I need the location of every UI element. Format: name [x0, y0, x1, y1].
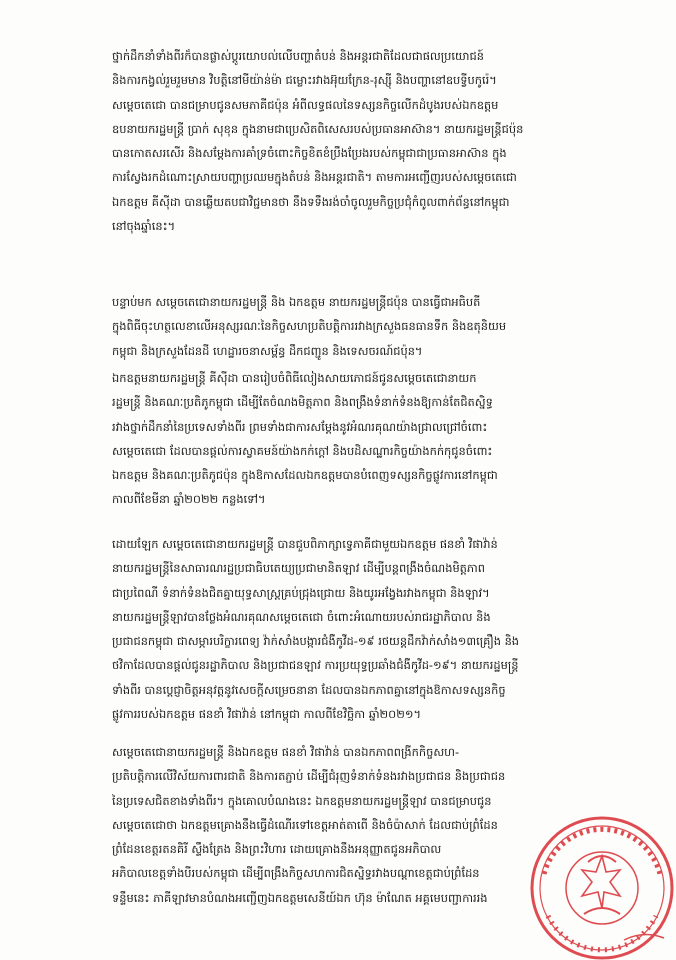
official-seal	[524, 810, 674, 960]
paragraph-luncheon: ឯកឧត្តមនាយករដ្ឋមន្ត្រី គីស៊ីដា បានរៀបចំពិធីលៀងសាយភោជន៍ជូនសម្តេចតេជោនាយក រដ្ឋមន្ត្រី និងគណៈប្រតិភូកម្ពុជា ដើម្បីតែចំណងមិត្តភាព និងពង្រឹងទំនាក់ទំនងឱ្យកាន់តែជិតស្និទ្ធ រវាងថ្នាក់ដឹកនាំនៃប្រទេសទាំងពីរ ព្រមទាំងជាការសម្តែងនូវអំណរគុណយ៉ាងជ្រាលជ្រៅចំពោះ សម្តេចតេជោ ដែលបានផ្តល់ការស្វាគមន៍យ៉ាងកក់ក្តៅ និងបដិសណ្ឋារកិច្ចយ៉ាងកក់កុជូនចំពោះ ឯកឧត្តម និងគណៈប្រតិភូជប៉ុន ក្នុងឱកាសដែលឯកឧត្តមបានបំពេញទស្សនកិច្ចផ្លូវការនៅកម្ពុជា កាលពីខែមីនា ឆ្នាំ២០២២ កន្លងទៅ។	[112, 371, 498, 507]
paragraph-leaders-exchange: ថ្នាក់ដឹកនាំទាំងពីរក៏បានផ្លាស់ប្តូរយោបល់លើបញ្ហាតំបន់ និងអន្តរជាតិដែលជាផលប្រយោជន៍ និងការកង្វល់រួមរួមមាន វិបត្តិនៅមីយ៉ាន់ម៉ា ជម្លោះរវាងអ៊ុយក្រែន-រុស្ស៊ី និងបញ្ហានៅឧបទ្វីបកូរ៉េ។ សម្តេចតេជោ បានជម្រាបជូនសមភាគីជប៉ុន អំពីលទ្ធផលនៃទស្សនកិច្ចលើកដំបូងរបស់ឯកឧត្តម ឧបនាយករដ្ឋមន្ត្រី ប្រាក់ សុខុន ក្នុងនាមជាប្រេសិតពិសេសរបស់ប្រធានអាស៊ាន។ នាយករដ្ឋមន្ត្រីជប៉ុន បានកោតសរសើរ និងសម្តែងការគាំទ្រចំពោះកិច្ចខិតខំប្រឹងប្រែងរបស់កម្ពុជាជាប្រធានអាស៊ាន ក្នុង ការស្វែងរកដំណោះស្រាយបញ្ហាប្រឈមក្នុងតំបន់ និងអន្តរជាតិ។ តាមការអញ្ជើញរបស់សម្តេចតេជោ ឯកឧត្តម គីស៊ីដា បានឆ្លើយតបជាវិជ្ជមានថា នឹងទទឹងរង់ចាំចូលរួមកិច្ចប្រជុំកំពូលពាក់ព័ន្ធនៅកម្ពុជា នៅចុងឆ្នាំនេះ។	[112, 49, 524, 234]
paragraph-laos-meeting: ដោយឡែក សម្តេចតេជោនាយករដ្ឋមន្ត្រី បានជួបពិភាក្សាទ្វេភាគីជាមួយឯកឧត្តម ផនខាំ វិផាវ៉ាន់ នាយករដ្ឋមន្ត្រីនៃសាធារណរដ្ឋប្រជាធិបតេយ្យប្រជាមានិតឡាវ ដើម្បីបន្តពង្រឹងចំណងមិត្តភាព ជាប្រពៃណី ទំនាក់ទំនងជិតគ្នាយុទ្ធសាស្ត្រគ្រប់ជ្រុងជ្រោយ និងយូរអង្វែងរវាងកម្ពុជា និងឡាវ។ នាយករដ្ឋមន្ត្រីឡាវបានថ្លែងអំណរគុណសម្តេចតេជោ ចំពោះអំណោយរបស់រាជរដ្ឋាភិបាល និង ប្រជាជនកម្ពុជា ជាសម្ភារបរិក្ខារពេទ្យ វ៉ាក់សាំងបង្ការជំងឺកូវីដ-១៩ រថយន្តដឹកវ៉ាក់សាំង១៣គ្រឿង និង ថវិកាដែលបានផ្តល់ជូនរដ្ឋាភិបាល និងប្រជាជនឡាវ ការប្រយុទ្ធប្រឆាំងជំងឺកូវីដ-១៩។ នាយករដ្ឋមន្ត្រី ទាំងពីរ បានប្តេជ្ញាចិត្តអនុវត្តនូវសេចក្តីសម្រេចនានា ដែលបានឯកភាពគ្នានៅក្នុងឱកាសទស្សនកិច្ច ផ្លូវការរបស់ឯកឧត្តម ផនខាំ វិផាវ៉ាន់ នៅកម្ពុជា កាលពីខែវិច្ឆិកា ឆ្នាំ២០២១។	[112, 537, 520, 722]
paragraph-cooperation: សម្តេចតេជោនាយករដ្ឋមន្ត្រី និងឯកឧត្តម ផនខាំ វិផាវ៉ាន់ បានឯកភាពពង្រីកកិច្ចសហ- ប្រតិបត្តិការលើវិស័យការពារជាតិ និងការតភ្ជាប់ ដើម្បីជំរុញទំនាក់ទំនងរវាងប្រជាជន និងប្រជាជន នៃប្រទេសជិតខាងទាំងពីរ។ ក្នុងគោលបំណងនេះ ឯកឧត្តមនាយករដ្ឋមន្ត្រីឡាវ បានជម្រាបជូន សម្តេចតេជោថា ឯកឧត្តមគ្រោងនឹងធ្វើដំណើរទៅខេត្តអាត់តាពើ និងចំប៉ាសាក់ ដែលជាប់ព្រំដែន ព្រំដែនខេត្តរតនគិរី ស្ទឹងត្រែង និងព្រះវិហារ ដោយគ្រោងនឹងអនុញ្ញាតជូនអភិបាល អភិបាលខេត្តទាំងបីរបស់កម្ពុជា ដើម្បីពង្រឹងកិច្ចសហការជិតស្និទ្ធរវាងបណ្តាខេត្តជាប់ព្រំដែន ទន្ទឹមនេះ ភាគីឡាវមានបំណងអញ្ជើញឯកឧត្តមសេនីយ៍ឯក ហ៊ុន ម៉ាណែត អគ្គមេបញ្ជាការរង	[112, 745, 506, 905]
paragraph-mou-signing: បន្ទាប់មក សម្តេចតេជោនាយករដ្ឋមន្ត្រី និង ឯកឧត្តម នាយករដ្ឋមន្ត្រីជប៉ុន បានធ្វើជាអធិបតី ក្នុងពិធីចុះហត្ថលេខាលើអនុស្សរណៈនៃកិច្ចសហប្រតិបត្តិការរវាងក្រសួងធនធានទឹក និងឧតុនិយម កម្ពុជា និងក្រសួងដែនដី ហេដ្ឋារចនាសម្ព័ន្ធ ដឹកជញ្ជូន និងទេសចរណ៍ជប៉ុន។	[112, 295, 507, 358]
